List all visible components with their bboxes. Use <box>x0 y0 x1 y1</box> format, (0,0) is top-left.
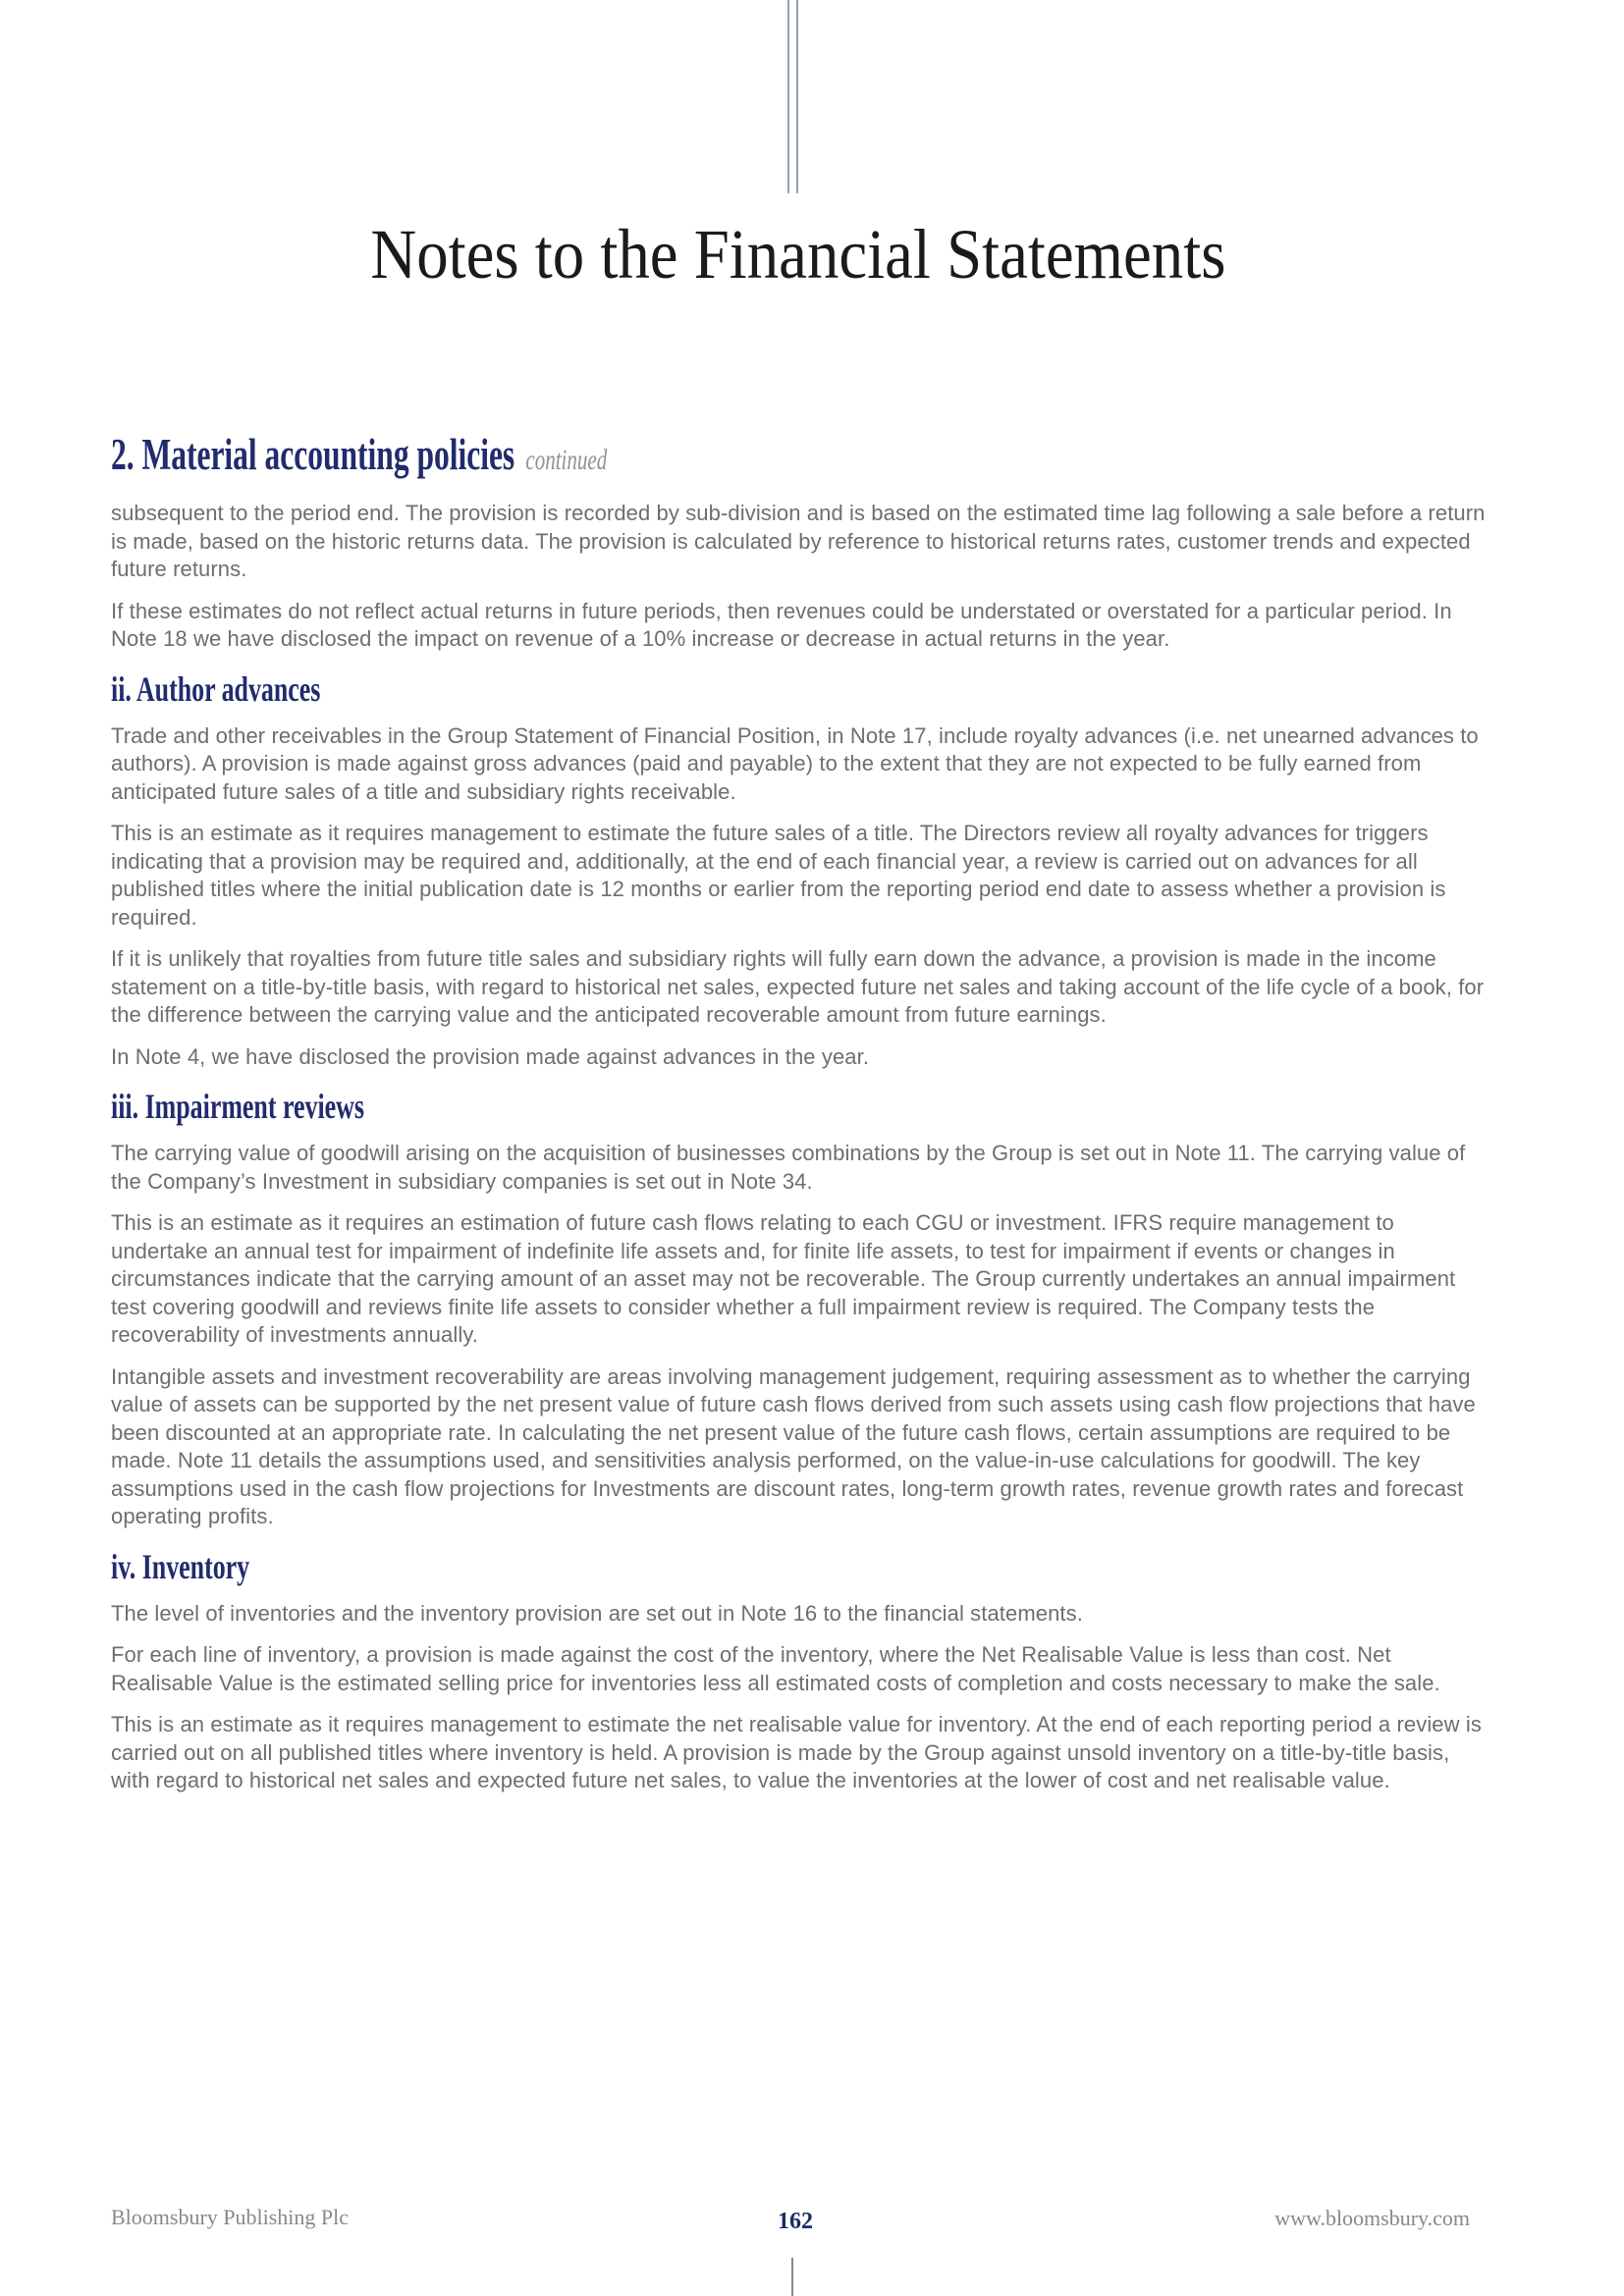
subsection-heading-text: iv. Inventory <box>111 1546 250 1586</box>
section-heading <box>111 429 1486 488</box>
footer-company: Bloomsbury Publishing Plc <box>111 2205 350 2229</box>
paragraph: In Note 4, we have disclosed the provision made against advances in the year. <box>111 1043 870 1069</box>
paragraph: The level of inventories and the inventory provision are set out in Note 16 to the financial statements. <box>111 1600 1083 1626</box>
paragraph: subsequent to the period end. The provision is recorded by sub-division and is based on the estimated time lag following a sale before a return is made, based on the historic returns data. The provision is calculated by reference to historical returns rates, customer trends and expected future returns. <box>111 501 1486 581</box>
paragraph: This is an estimate as it requires management to estimate the future sales of a title. The Directors review all royalty advances for triggers indicating that a provision may be required and, additionally, at the end of each financial year, a review is carried out on advances for all published titles where the initial publication date is 12 months or earlier from the reporting period end date to assess whether a provision is required. <box>111 821 1446 930</box>
section-heading-text: 2. Material accounting policies <box>111 430 515 479</box>
subsection-heading-inventory <box>111 1547 1486 1592</box>
page-number: 162 <box>778 2209 813 2234</box>
page-title <box>111 0 1486 307</box>
main-content <box>111 0 1486 1809</box>
paragraph: This is an estimate as it requires an estimation of future cash flows relating to each CGU or investment. IFRS require management to undertake an annual test for impairment of indefinite life assets and, for finite life assets, to test for impairment if events or changes in circumstances indicate that the carrying amount of an asset may not be recoverable. The Group currently undertakes an annual impairment test covering goodwill and reviews finite life assets to consider whether a full impairment review is required. The Company tests the recoverability of investments annually. <box>111 1210 1456 1347</box>
subsection-heading-author-advances <box>111 669 1486 715</box>
footer-website: www.bloomsbury.com <box>1274 2206 1470 2230</box>
paragraph: For each line of inventory, a provision is made against the cost of the inventory, where the Net Realisable Value is less than cost. Net Realisable Value is the estimated selling price for inventories less all estimated costs of completion and costs necessary to make the sale. <box>111 1642 1440 1695</box>
paragraph: If these estimates do not reflect actual returns in future periods, then revenues could be understated or overstated for a particular period. In Note 18 we have disclosed the impact on revenue of a 10% increase or decrease in actual returns in the year. <box>111 598 1452 651</box>
paragraph: This is an estimate as it requires management to estimate the net realisable value for inventory. At the end of each reporting period a review is carried out on all published titles where inventory is held. A provision is made by the Group against unsold inventory on a title-by-title basis, with regard to historical net sales and expected future net sales, to value the inventories at the lower of cost and net realisable value. <box>111 1712 1482 1792</box>
page-title-text: Notes to the Financial Statements <box>370 215 1226 294</box>
paragraph: Intangible assets and investment recoverability are areas involving management judgement, requiring assessment as to whether the carrying value of assets can be supported by the net present value of future cash flows derived from such assets using cash flow projections that have been discounted at an appropriate rate. In calculating the net present value of the future cash flows, certain assumptions are required to be made. Note 11 details the assumptions used, and sensitivities analysis performed, on the value-in-use calculations for goodwill. The key assumptions used in the cash flow projections for Investments are discount rates, long-term growth rates, revenue growth rates and forecast operating profits. <box>111 1363 1476 1528</box>
subsection-heading-text: iii. Impairment reviews <box>111 1087 364 1126</box>
footer-rule <box>791 2258 793 2296</box>
paragraph: If it is unlikely that royalties from future title sales and subsidiary rights will fully earn down the advance, a provision is made in the income statement on a title-by-title basis, with regard to historical net sales, expected future net sales and taking account of the life cycle of a book, for the difference between the carrying value and the anticipated recoverable amount from future earnings. <box>111 946 1485 1027</box>
paragraph: Trade and other receivables in the Group Statement of Financial Position, in Note 17, include royalty advances (i.e. net unearned advances to authors). A provision is made against gross advances (paid and payable) to the extent that they are not expected to be fully earned from anticipated future sales of a title and subsidiary rights receivable. <box>111 722 1479 804</box>
continued-label: continued <box>525 444 608 476</box>
subsection-heading-impairment-reviews <box>111 1087 1486 1132</box>
subsection-heading-text: ii. Author advances <box>111 668 321 709</box>
paragraph: The carrying value of goodwill arising on the acquisition of businesses combinations by the Group is set out in Note 11. The carrying value of the Company’s Investment in subsidiary companies is set out in Note 34. <box>111 1141 1466 1194</box>
